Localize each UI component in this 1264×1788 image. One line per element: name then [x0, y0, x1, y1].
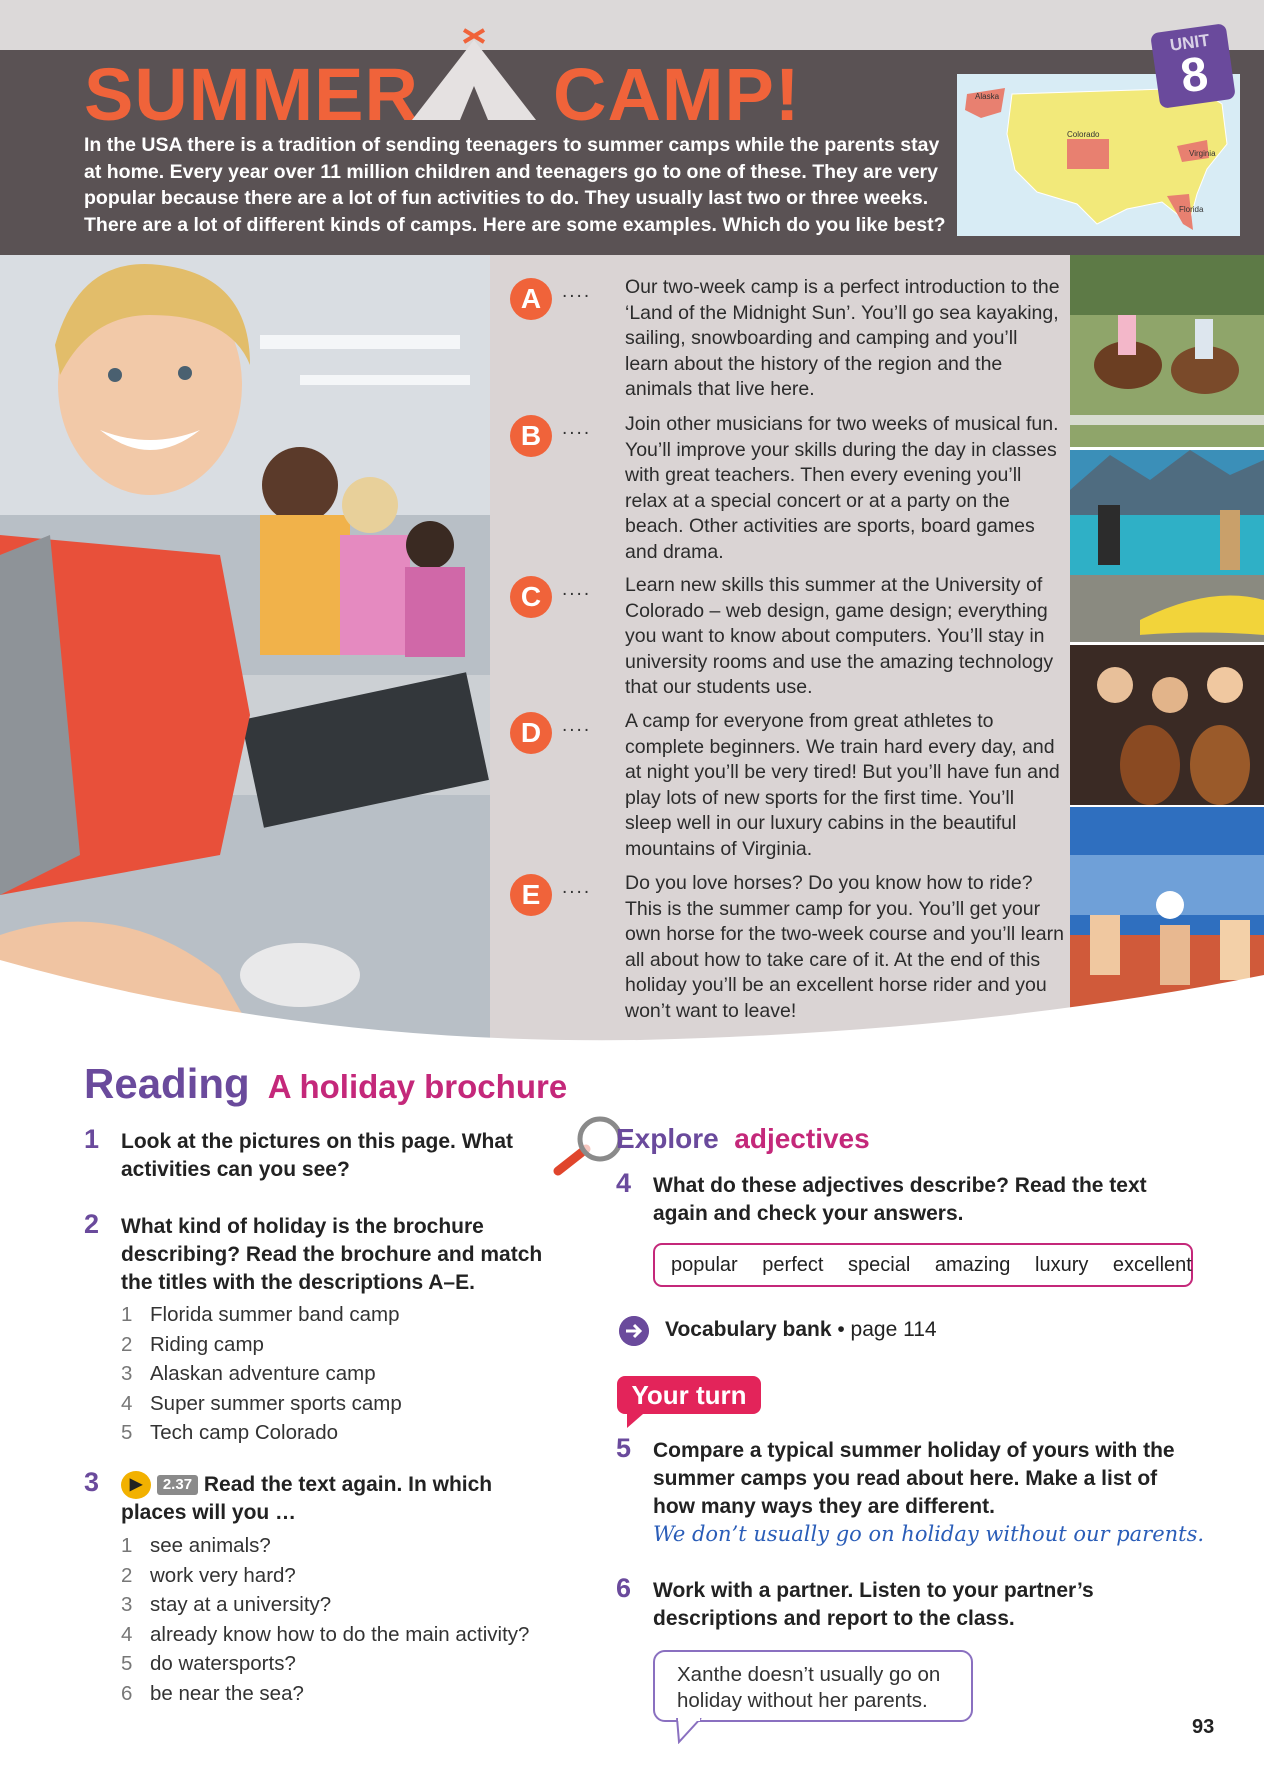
camp-letter-a: A	[510, 278, 552, 320]
explore-heading	[616, 1123, 870, 1155]
adjective: amazing	[934, 1254, 1011, 1276]
example-sentence: We don’t usually go on holiday without our parents.	[653, 1522, 1205, 1546]
camp-letter-d: D	[510, 712, 552, 754]
arrow-right-icon	[619, 1316, 649, 1346]
speech-bubble-tail	[675, 1718, 705, 1744]
camp-letter-c: C	[510, 576, 552, 618]
map-label-florida: Florida	[1179, 205, 1204, 214]
question-6-text: Work with a partner. Listen to your partner’s descriptions and report to the class.	[653, 1579, 1094, 1630]
vocab-bank-page: • page 114	[831, 1318, 937, 1341]
map-label-alaska: Alaska	[975, 92, 1000, 101]
question-3-number: 3	[84, 1467, 100, 1497]
camp-text-a: Our two-week camp is a perfect introduction to the ‘Land of the Midnight Sun’. You’ll go sea kayaking, sailing, snowboarding and camping and you’ll learn about the history of the region and the animals that live here.	[625, 276, 1060, 400]
adjectives-box	[653, 1243, 1193, 1287]
unit-number: 8	[1177, 47, 1212, 104]
camp-dots-b: ....	[562, 418, 592, 439]
question-6-number: 6	[616, 1573, 632, 1603]
reading-heading	[84, 1060, 567, 1108]
question-3	[84, 1467, 574, 1531]
speaker-icon[interactable]: ▶	[121, 1471, 151, 1499]
question-5-number: 5	[616, 1433, 632, 1463]
map-label-virginia: Virginia	[1189, 149, 1216, 158]
your-turn-badge: Your turn	[617, 1376, 761, 1414]
tent-icon	[408, 26, 540, 122]
camp-letter-e: E	[510, 874, 552, 916]
list-item: 6 be near the sea?	[121, 1681, 304, 1705]
camp-letter-b: B	[510, 415, 552, 457]
title-summer: SUMMER	[84, 53, 419, 136]
camp-dots-e: ....	[562, 877, 592, 898]
question-1-text: Look at the pictures on this page. What activities can you see?	[121, 1130, 514, 1181]
list-item: 2 Riding camp	[121, 1332, 264, 1356]
list-item: 1 see animals?	[121, 1534, 271, 1557]
camp-text-e: Do you love horses? Do you know how to ride? This is the summer camp for you. You’ll get your own horse for the two-week course and you’ll learn all about how to take care of it. At the end of this holiday you’ll be an excellent horse rider and you won’t want to leave!	[625, 872, 1064, 1022]
question-4-number: 4	[616, 1168, 632, 1198]
camp-text-c: Learn new skills this summer at the University of Colorado – web design, game design; everything you want to know about computers. You’ll stay in university rooms and use the amazing technology that our students use.	[625, 574, 1054, 698]
question-2-number: 2	[84, 1209, 100, 1239]
question-3-text-b: places will you …	[121, 1501, 297, 1525]
list-item: 5 Tech camp Colorado	[121, 1421, 339, 1445]
intro-text: In the USA there is a tradition of sending teenagers to summer camps while the parents stay at home. Every year over 11 million children and teenagers go to one of these. They are very popular because there are a lot of fun activities to do. They usually last two or three weeks. There are a lot of different kinds of camps. Here are some examples. Which do you like best?	[84, 134, 946, 236]
list-item: 3 stay at a university?	[121, 1593, 332, 1617]
page-curve	[0, 920, 1264, 1060]
explore-topic: adjectives	[734, 1123, 870, 1154]
page-number: 93	[1192, 1716, 1215, 1738]
list-item: 1 Florida summer band camp	[121, 1303, 400, 1326]
question-2-text: What kind of holiday is the brochure describing? Read the brochure and match the titles with the descriptions A–E.	[121, 1215, 543, 1294]
camp-dots-d: ....	[562, 715, 592, 736]
question-5-text: Compare a typical summer holiday of yours with the summer camps you read about here. Make a list of how many ways they are different.	[653, 1439, 1175, 1518]
question-4-text: What do these adjectives describe? Read the text again and check your answers.	[653, 1174, 1147, 1225]
camp-dots-a: ....	[562, 281, 592, 302]
adjective: luxury	[1035, 1254, 1089, 1276]
reading-title: Reading	[84, 1060, 250, 1107]
unit-badge	[1150, 23, 1236, 109]
title-camp: CAMP!	[553, 53, 801, 136]
unit-label: UNIT	[1168, 30, 1211, 55]
list-item: 3 Alaskan adventure camp	[121, 1362, 376, 1386]
adjective: excellent	[1112, 1254, 1192, 1276]
question-3-list	[121, 1531, 529, 1709]
list-item: 2 work very hard?	[121, 1563, 296, 1587]
list-item: 4 Super summer sports camp	[121, 1391, 402, 1415]
explore-word: Explore	[616, 1123, 719, 1154]
map-label-colorado: Colorado	[1067, 130, 1100, 139]
question-2-list	[121, 1300, 402, 1448]
camp-dots-c: ....	[562, 579, 592, 600]
adjective: popular	[671, 1254, 738, 1276]
camp-text-d: A camp for everyone from great athletes to complete beginners. We train hard every day, and at night you’ll be very tired! But you’ll have fun and play lots of new sports for the first time. You’ll sleep well in our luxury cabins in the beautiful mountains of Virginia.	[625, 710, 1060, 860]
question-3-text-a: Read the text again. In which	[203, 1473, 493, 1496]
adjective: perfect	[762, 1254, 824, 1276]
list-item: 4 already know how to do the main activity?	[121, 1622, 530, 1646]
adjective: special	[848, 1254, 911, 1276]
vocab-bank-label: Vocabulary bank	[665, 1318, 832, 1341]
audio-track-badge: 2.37	[157, 1475, 198, 1495]
camp-text-b: Join other musicians for two weeks of musical fun. You’ll improve your skills during the day in classes with great teachers. Then every evening you’ll relax at a special concert or at a party on the beach. Other activities are sports, board games and drama.	[625, 413, 1059, 563]
reading-subtitle: A holiday brochure	[267, 1068, 568, 1105]
speech-bubble: Xanthe doesn’t usually go on holiday without her parents.	[653, 1650, 973, 1722]
question-1-number: 1	[84, 1124, 100, 1154]
top-strip	[0, 0, 1264, 50]
list-item: 5 do watersports?	[121, 1652, 296, 1676]
